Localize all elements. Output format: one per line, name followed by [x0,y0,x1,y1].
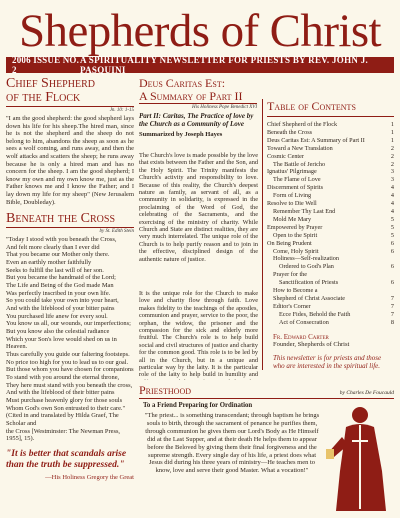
toc-item-page [386,271,394,279]
author-name: Fr. Edward Carter [273,332,329,341]
toc-item-page: 3 [390,176,394,184]
toc-item-page: 5 [390,223,394,231]
deus-caritas-col-a: The Church's love is made possible by the love that exists between the Father and the Son, and the Holy Spirit. The Trinity manifests the Church's activity and responsibility to love. Because of this reality, the Church's deepest nature as family, as servant of all, as a community in solidarity, is expressed in the proclaiming of the Word of God, the celebrating of the Sacraments, and the exercising of the ministry of charity. While Church and State are distinct realities, they are very much interrelated. The unique role of the Church is to help purify reason and to join in the effective, disciplined design of the authentic nature of justice. [139,152,258,263]
toc-item-label: Shepherd of Christ Associate [273,294,346,302]
toc-item-page: 1 [390,136,394,144]
toc-item[interactable] [267,208,394,216]
toc-item-label: Mold Me Mary [273,215,312,223]
toc-item-label: Act of Consecration [279,318,329,326]
toc-item[interactable] [267,145,394,153]
toc-item-page: 1 [390,128,394,136]
toc-item[interactable] [267,216,394,224]
toc-item[interactable] [267,240,394,248]
poem-line: Whom God's own Son entrusted to their care." [6,404,126,412]
toc-item[interactable] [267,137,394,145]
toc-item-page: 6 [390,279,394,287]
toc-item[interactable] [267,279,394,287]
poem-line: Thus carefully you guide our faltering footsteps. [6,350,130,358]
toc-item-page: 4 [390,184,394,192]
pull-quote: "It is better that scandals arise than the truth be suppressed." [6,448,127,470]
poem-line: Which your Son's love would shed on us in Heaven. [6,335,117,351]
toc-item[interactable] [267,263,394,271]
priesthood-byline: by Charles De Foucauld [339,390,394,396]
toc-item[interactable] [267,271,394,279]
deus-caritas-col-b: It is the unique role for the Church to make love and charity flow through faith. Love makes fidelity to the teachings of the apostles, communion and prayer, service to the poor, the orphan, the widow, the prisoner and the compassion for the sick and elderly more fruitful. The Church's role is to help build social and civil structures of justice and charity for the common good. This role is to be led by all in the Church, but in a unique and particular way by the laity. It is the particular role of the laity to help build in humility and [139,290,258,379]
pull-quote-attribution: —His Holiness Gregory the Great [45,473,134,481]
deus-caritas-byline: His Holiness Pope Benedict XVI [192,105,257,110]
toc-item-page [386,287,394,295]
toc-item-label: Remember Thy Last End [273,207,336,215]
toc-item-page: 7 [390,302,394,310]
poem-line: Must purchase heavenly glory for those souls [6,396,123,404]
poem-line: Seeks to fulfill the last will of her son. [6,266,104,274]
masthead-title: Shepherds of Christ [19,5,381,57]
poem-line: And felt more clearly than I ever did [6,243,100,251]
poem-line: But those whom you have chosen for companions [6,366,134,374]
toc-item-page: 2 [390,144,394,152]
toc-item[interactable] [267,121,394,129]
poem-line: (Cited in and translated by Hilda Graef, The Scholar and [6,412,119,427]
newsletter-note: This newsletter is for priests and those who are interested in the spiritual life. [273,353,382,370]
chief-shepherd-ref: Jn. 10: 1-15 [109,108,134,113]
poem-line: Was perfectly inscribed in your own life. [6,289,111,297]
toc-list [267,121,394,327]
poem-line: And with the lifeblood of their bitter pains [6,389,115,397]
poem-line: To stand with you around the eternal throne, [6,373,120,381]
deus-caritas-subhead: Part II: Caritas, The Practice of love by the Church as a Community of Love [139,112,254,128]
divider [139,103,257,104]
toc-item-label: Cosmic Center [267,152,304,160]
toc-item[interactable] [267,184,394,192]
toc-item[interactable] [267,192,394,200]
toc-item-label: Ordered to God's Plan [279,263,334,271]
toc-item-label: Empowered by Prayer [267,223,323,231]
poem-line: The Life and Being of the God made Man [6,282,114,290]
toc-item-page: 8 [390,318,394,326]
toc-item-page: 6 [390,263,394,271]
toc-item-label: The Battle of Jericho [273,160,326,168]
toc-item[interactable] [267,255,394,263]
toc-item[interactable] [267,311,394,319]
middle-column [139,77,257,140]
poem-line: That you became our Mother only there. [6,251,110,259]
toc-item-label: Come, Holy Spirit [273,247,319,255]
priest-figure-illustration [322,401,394,511]
priesthood-subhead: To a Friend Preparing for Ordination [143,402,253,409]
toc-heading: Table of Contents [267,99,394,117]
toc-item-page: 4 [390,200,394,208]
beneath-cross-byline: by St. Edith Stein [99,229,134,235]
poem-line: But you became the handmaid of the Lord; [6,274,116,282]
toc-item[interactable] [267,232,394,240]
toc-item-label: Ecce Fides, Behold the Faith [279,310,351,318]
poem-line: the Cross [Westminster: The Newman Press, 1955], 15). [6,427,121,443]
toc-item[interactable] [267,248,394,256]
poem-line: Even an earthly mother faithfully [6,259,92,267]
toc-item[interactable] [267,224,394,232]
chief-shepherd-text: "I am the good shepherd: the good shepherd lays down his life for his sheep.The hired man, since he is not the shepherd and the sheep do not belong to him, abandons the sheep as soon as he sees a wolf coming, and runs away, and then the wolf attacks and scatters the sheep; he runs away because he is only a hired man and has no concern for the sheep. I am the good shepherd; I know my own and my own know me, just as the Father knows me and I know the Father; and I lay down my life for my sheep" (New Jerusalem Bible, Doubleday). [6,115,134,206]
toc-item-page: 3 [390,168,394,176]
chief-shepherd-heading: Chief Shepherd [6,76,95,91]
toc-item-page: 5 [390,231,394,239]
issue-label: 2006 ISSUE NO. 2 [12,55,80,75]
priesthood-header [139,383,394,399]
toc-item-label: Deus Caritas Est: A Summary of Part II [267,136,365,144]
toc-item-label: Sanctification of Priests [279,279,339,287]
beneath-cross-heading: Beneath the Cross [6,211,116,227]
tagline: A SPIRITUALITY NEWSLETTER FOR PRIESTS BY REV. JOHN J. PASQUINI [79,55,369,75]
toc-item-label: Open to the Spirit [273,231,318,239]
poem-line: "Today I stood with you beneath the Cross, [6,236,117,244]
toc-item-page: 6 [390,239,394,247]
toc-item-page: 7 [390,294,394,302]
toc-item[interactable] [267,287,394,295]
toc-item-label: Editor's Corner [273,302,311,310]
toc-item-label: Discernment of Spirits [267,184,324,192]
toc-item-label: Ignatius' Pilgrimage [267,168,317,176]
toc-item[interactable] [267,200,394,208]
poem-line: They here must stand with you beneath the cross, [6,381,133,389]
toc-item-label: Holiness—Self-realization [273,255,339,263]
poem-line: You know us all, our wounds, our imperfections; [6,320,131,328]
toc-item-label: Resolve to Die Well [267,200,317,208]
toc-item-label: Prayer for the [273,271,308,279]
chief-shepherd-heading-2: of the Flock [6,90,81,105]
author-title: Founder, Shepherds of Christ [273,340,350,348]
toc-item[interactable] [267,168,394,176]
beneath-cross-poem [6,236,134,443]
toc-item-page: 4 [390,192,394,200]
poem-line: So you could take your own into your heart, [6,297,119,305]
toc-item-label: The Flame of Love [273,176,321,184]
left-column [6,77,134,481]
toc-item-label: Chief Shepherd of the Flock [267,121,338,128]
toc-item[interactable] [267,161,394,169]
priesthood-section [139,383,394,512]
summary-byline: Summarized by Joseph Hayes [139,131,223,138]
poem-line: You purchased life anew for every soul. [6,312,108,320]
toc-item-page: 6 [390,247,394,255]
toc-item-page: 1 [390,121,394,128]
toc-item-label: Beneath the Cross [267,128,313,136]
toc-item[interactable] [267,153,394,161]
toc-item-page: 5 [390,215,394,223]
toc-item-page: 2 [390,160,394,168]
divider [6,227,134,228]
poem-line: And with the lifeblood of your bitter pains [6,305,115,313]
poem-line: No price too high for you to lead us to our goal. [6,358,129,366]
newsletter-page [6,6,394,512]
toc-item-label: On Being Prudent [267,239,312,247]
toc-item-label: Form of Living [273,192,312,200]
deus-caritas-heading: Deus Caritas Est: [139,76,226,90]
toc-item-page: 4 [390,207,394,215]
toc-item-page: 7 [390,310,394,318]
divider [6,106,134,107]
poem-line: But you know also the celestial radiance [6,328,110,335]
priesthood-text: "The priest... is something transcendant; through baptism he brings souls to birth, through the sacrament of penance he purifies them, through communion he gives them our Lord's Body as He Himself did at the Last Supper, and at their death He helps them to appear before the Beloved by giving them their final forgiveness and the supreme strength. Every single day of his life, a priest does what Jesus did during his three years of ministry—He teaches men to know, love and serve their good Master. What a vocation!" [144,412,320,475]
toc-item[interactable] [267,176,394,184]
toc-item-label: How to Become a [273,287,318,295]
toc-item-page: 2 [390,152,394,160]
table-of-contents [262,99,394,370]
toc-item-label: Toward a New Translation [267,144,333,152]
toc-item[interactable] [267,303,394,311]
toc-item[interactable] [267,129,394,137]
toc-item[interactable] [267,295,394,303]
toc-item-page [386,255,394,263]
priesthood-heading: Priesthood [139,383,192,397]
masthead-bar [6,57,394,73]
toc-item[interactable] [267,319,394,327]
deus-caritas-heading-2: A Summary of Part II [139,88,243,103]
